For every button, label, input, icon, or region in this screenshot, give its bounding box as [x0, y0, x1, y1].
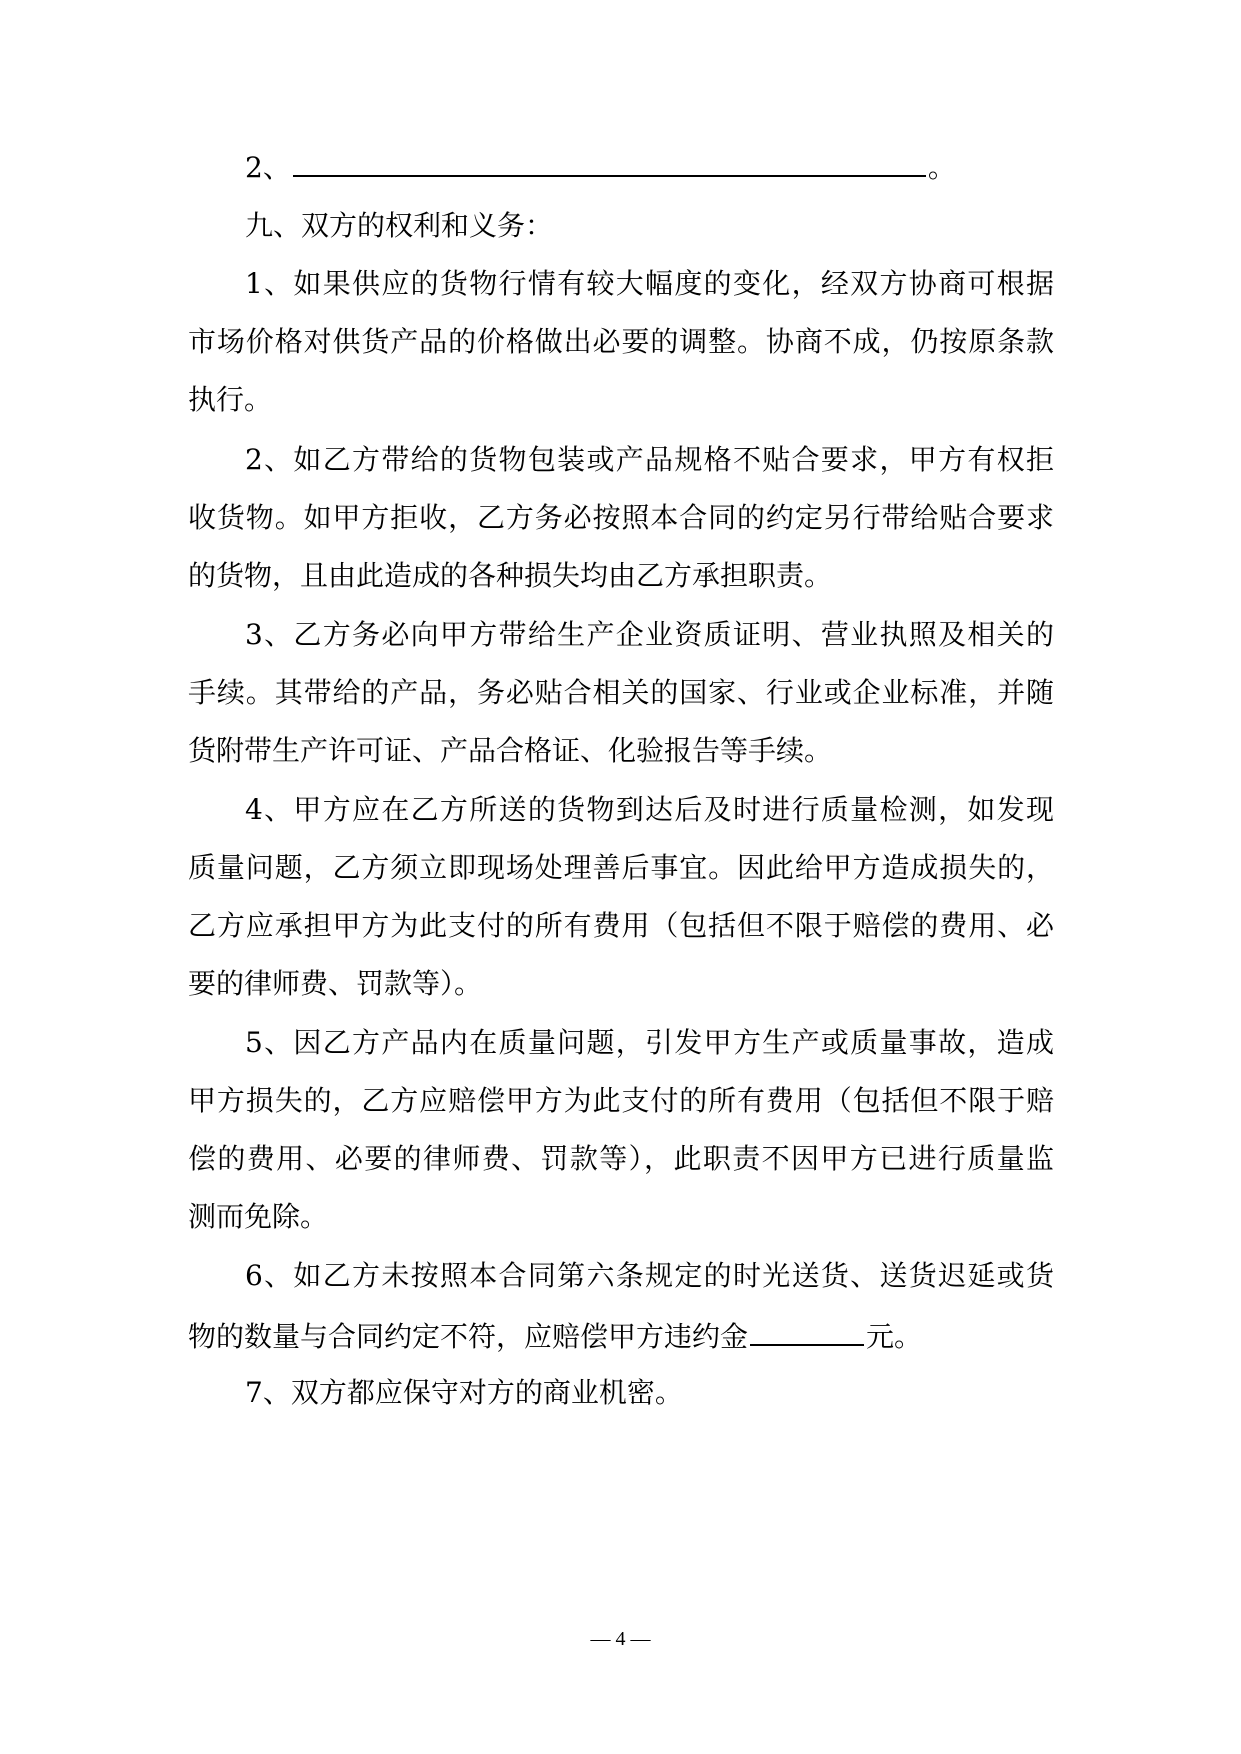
clause-3-line-3: 货附带生产许可证、产品合格证、化验报告等手续。 — [188, 734, 833, 767]
clause-2-line-2: 收货物。如甲方拒收，乙方务必按照本合同的约定另行带给贴合要求 — [188, 501, 1054, 534]
clause-6-line-1: 6、如乙方未按照本合同第六条规定的时光送货、送货迟延或货 — [245, 1259, 1054, 1292]
item-2-blank-line — [188, 145, 1054, 185]
clause-4-line-2: 质量问题，乙方须立即现场处理善后事宜。因此给甲方造成损失的， — [188, 851, 1054, 884]
item-2-suffix: 。 — [927, 151, 956, 184]
clause-4-line-4: 要的律师费、罚款等）。 — [188, 967, 483, 1000]
item-2-prefix: 2、 — [245, 151, 291, 184]
clause-2-line-3: 的货物，且由此造成的各种损失均由乙方承担职责。 — [188, 559, 833, 592]
clause-1-line-1: 1、如果供应的货物行情有较大幅度的变化，经双方协商可根据 — [245, 267, 1054, 300]
item-2-fill-blank[interactable] — [293, 145, 926, 177]
clause-1-line-3: 执行。 — [188, 383, 273, 416]
clause-3-line-1: 3、乙方务必向甲方带给生产企业资质证明、营业执照及相关的 — [245, 618, 1054, 651]
clause-1-line-2: 市场价格对供货产品的价格做出必要的调整。协商不成，仍按原条款 — [188, 325, 1054, 358]
clause-5-line-3: 偿的费用、必要的律师费、罚款等），此职责不因甲方已进行质量监 — [188, 1142, 1054, 1175]
clause-2-line-1: 2、如乙方带给的货物包装或产品规格不贴合要求，甲方有权拒 — [245, 443, 1054, 476]
clause-5-line-4: 测而免除。 — [188, 1200, 329, 1233]
clause-5-line-2: 甲方损失的，乙方应赔偿甲方为此支付的所有费用（包括但不限于赔 — [188, 1084, 1054, 1117]
clause-5-line-1: 5、因乙方产品内在质量问题，引发甲方生产或质量事故，造成 — [245, 1026, 1054, 1059]
clause-3-line-2: 手续。其带给的产品，务必贴合相关的国家、行业或企业标准，并随 — [188, 676, 1054, 709]
clause-4-line-3: 乙方应承担甲方为此支付的所有费用（包括但不限于赔偿的费用、必 — [188, 909, 1054, 942]
clause-6-line-2 — [188, 1314, 1054, 1354]
penalty-amount-blank[interactable] — [750, 1314, 864, 1346]
clause-6-line-2-prefix: 物的数量与合同约定不符，应赔偿甲方违约金 — [188, 1320, 749, 1353]
clause-6-line-2-suffix: 元。 — [866, 1320, 923, 1353]
page-number: — 4 — — [590, 1628, 651, 1650]
section-9-heading: 九、双方的权利和义务： — [245, 209, 554, 242]
clause-7: 7、双方都应保守对方的商业机密。 — [245, 1376, 683, 1409]
clause-4-line-1: 4、甲方应在乙方所送的货物到达后及时进行质量检测，如发现 — [245, 793, 1054, 826]
